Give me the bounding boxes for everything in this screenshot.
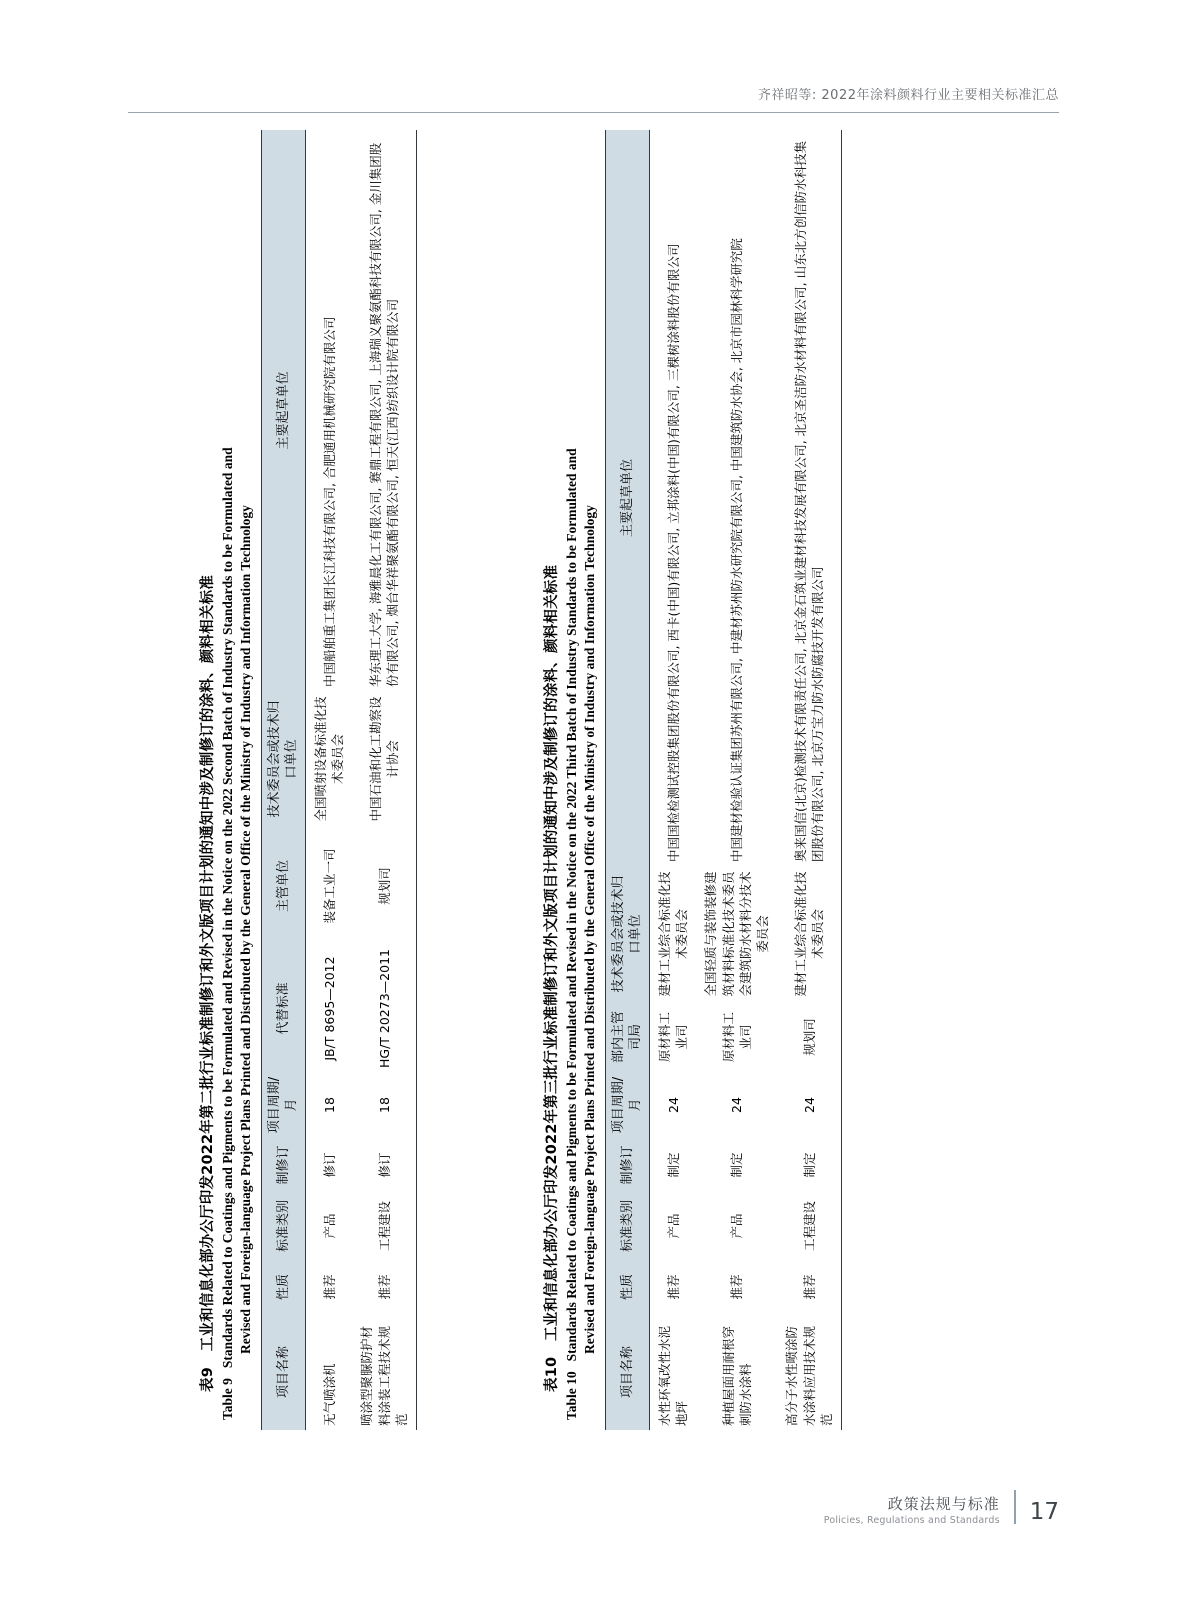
table-10-block [540,130,880,1430]
table-9-caption-en-2: Revised and Foreign-language Project Plans Printed and Distributed by the General Office of the Ministry of Industry and Information Technology [238,505,254,1354]
table-9-r1-cycle: 18 [376,1097,392,1113]
table-10-col-3: 制修订 [606,1138,650,1192]
table-9-col-5: 代替标准 [262,945,306,1072]
table-10-r2-revision: 制定 [801,1152,817,1178]
table-10-caption-en-2: Revised and Foreign-language Project Plans Printed and Distributed by the General Office of the Ministry of Industry and Information Technology [582,505,598,1354]
table-9-r1-revision: 修订 [376,1152,392,1178]
table-10-r1-drafters: 中国建材检验认证集团苏州有限公司, 中建材苏州防水研究院有限公司, 中国建筑防水协会, 北京市园林科学研究院 [729,238,745,862]
table-10-col-2: 标准类别 [606,1192,650,1260]
footer-section-cn: 政策法规与标准 [887,1494,1000,1513]
table-10-r2-cycle: 24 [801,1097,817,1113]
table-10-r0-name: 水性环氧改性水泥地坪 [656,1325,690,1426]
table-10-r0-dept: 原材料工业司 [656,1012,690,1063]
table-9-col-3: 制修订 [262,1138,306,1192]
page-number: 17 [1029,1499,1059,1525]
table-9-title-cn [196,130,217,1430]
table-row [696,130,777,1430]
table-row [352,130,416,1430]
table-10-r0-cycle: 24 [665,1097,681,1113]
table-row [305,130,352,1430]
table-9-r1-replaced: HG/T 20273—2011 [376,949,392,1068]
table-10-r0-drafters: 中国国检检测试控股集团股份有限公司, 西卡(中国)有限公司, 立邦涂料(中国)有限公司, 三棵树涂料股份有限公司 [665,243,681,862]
table-9-col-4: 项目周期/月 [262,1072,306,1138]
table-10-r2-category: 工程建设 [801,1201,817,1252]
table-9-col-1: 性质 [262,1260,306,1314]
table-9-label-cn: 表9 [200,1367,216,1392]
table-9-r0-drafters: 中国船舶重工集团长江科技有限公司, 合肥通用机械研究院有限公司 [321,316,337,688]
table-9-r0-tc: 全国喷射设备标准化技术委员会 [312,696,346,822]
table-row [777,130,841,1430]
table-9-r0-authority: 装备工业一司 [321,848,337,924]
table-10-r1-nature: 推荐 [729,1274,745,1300]
table-9-r1-name: 喷涂型聚脲防护材料涂装工程技术规范 [359,1325,409,1426]
table-9-r0-category: 产品 [321,1213,337,1239]
page-footer [824,1490,1059,1526]
table-10-r0-category: 产品 [665,1213,681,1239]
table-9-block [196,130,496,1430]
table-9-r1-drafters: 华东理工大学, 海雅晨化工有限公司, 赛鼎工程有限公司, 上海瑞义聚氨酯科技有限公司, 金川集团股份有限公司, 烟台华祥聚氨酯有限公司, 恒天(江西)纺织设计院有限公司 [368,142,401,688]
footer-divider [1014,1490,1016,1524]
table-10-col-0: 项目名称 [606,1314,650,1430]
table-9 [261,130,417,1430]
table-10-label-cn: 表10 [544,1356,560,1392]
table-10-r2-drafters: 奥来国信(北京)检测技术有限责任公司, 北京金石筑业建材科技发展有限公司, 北京圣洁防水材料有限公司, 山东北方创信防水科技集团股份有限公司, 北京万宝力防水防腐技开发有限公司 [793,140,826,862]
table-9-r1-tc: 中国石油和化工勘察设计协会 [368,696,401,822]
table-10-r0-revision: 制定 [665,1152,681,1178]
table-9-col-7: 技术委员会或技术归口单位 [262,691,306,827]
table-9-r0-name: 无气喷涂机 [321,1363,337,1426]
table-10 [605,130,842,1430]
table-10-col-6: 技术委员会或技术归口单位 [606,866,650,1002]
table-10-title-en [563,130,599,1430]
table-10-r0-nature: 推荐 [665,1274,681,1300]
table-10-r2-nature: 推荐 [801,1274,817,1300]
table-9-label-en: Table 9 [220,1378,235,1420]
table-10-r1-category: 产品 [729,1213,745,1239]
table-10-r0-tc: 建材工业综合标准化技术委员会 [656,871,690,997]
table-10-col-7: 主要起草单位 [606,130,650,866]
table-9-r0-revision: 修订 [321,1152,337,1178]
table-10-col-1: 性质 [606,1260,650,1314]
table-9-title-en [219,130,255,1430]
table-10-r1-cycle: 24 [729,1097,745,1113]
table-row [649,130,696,1430]
table-10-r1-name: 种植屋面用耐根穿刺防水涂料 [720,1325,753,1426]
table-10-title-cn [540,130,561,1430]
table-10-caption-en-1: Standards Related to Coatings and Pigments to be Formulated and Revised in the Notice on the 2022 Third Batch of Industry Standards to be Formulated and [564,448,579,1362]
table-9-caption-cn: 工业和信息化部办公厅印发2022年第二批行业标准制修订和外文版项目计划的通知中涉及制修订的涂料、颜料相关标准 [200,575,216,1352]
table-10-label-en: Table 10 [564,1371,579,1420]
table-10-r2-tc: 建材工业综合标准化技术委员会 [793,871,826,997]
table-9-r1-authority: 规划司 [376,867,392,905]
table-10-r2-name: 高分子水性喷涂防水涂料应用技术规范 [784,1325,834,1426]
table-9-col-0: 项目名称 [262,1314,306,1430]
footer-section-en: Policies, Regulations and Standards [823,1514,1000,1526]
running-head: 齐祥昭等: 2022年涂料颜料行业主要相关标准汇总 [757,88,1059,103]
table-10-r2-dept: 规划司 [801,1018,817,1056]
table-9-caption-en-1: Standards Related to Coatings and Pigments to be Formulated and Revised in the Notice on the 2022 Second Batch of Industry Standards to be Formulated and [220,447,235,1369]
table-10-col-4: 项目周期/月 [606,1072,650,1138]
table-9-r1-nature: 推荐 [376,1274,392,1300]
table-9-col-6: 主管单位 [262,827,306,945]
table-9-r0-cycle: 18 [321,1097,337,1113]
table-10-caption-cn: 工业和信息化部办公厅印发2022年第三批行业标准制修订和外文版项目计划的通知中涉及制修订的涂料、颜料相关标准 [544,564,560,1341]
table-9-r1-category: 工程建设 [376,1201,392,1252]
table-9-r0-nature: 推荐 [321,1274,337,1300]
table-9-col-2: 标准类别 [262,1192,306,1260]
table-10-col-5: 部内主管司局 [606,1002,650,1072]
table-10-r1-dept: 原材料工业司 [720,1012,753,1063]
table-10-r1-tc: 全国轻质与装饰装修建筑材料标准化技术委员会建筑防水材料分技术委员会 [703,871,771,997]
table-10-r1-revision: 制定 [729,1152,745,1178]
table-9-r0-replaced: JB/T 8695—2012 [321,956,337,1061]
table-9-col-8: 主要起草单位 [262,130,306,691]
